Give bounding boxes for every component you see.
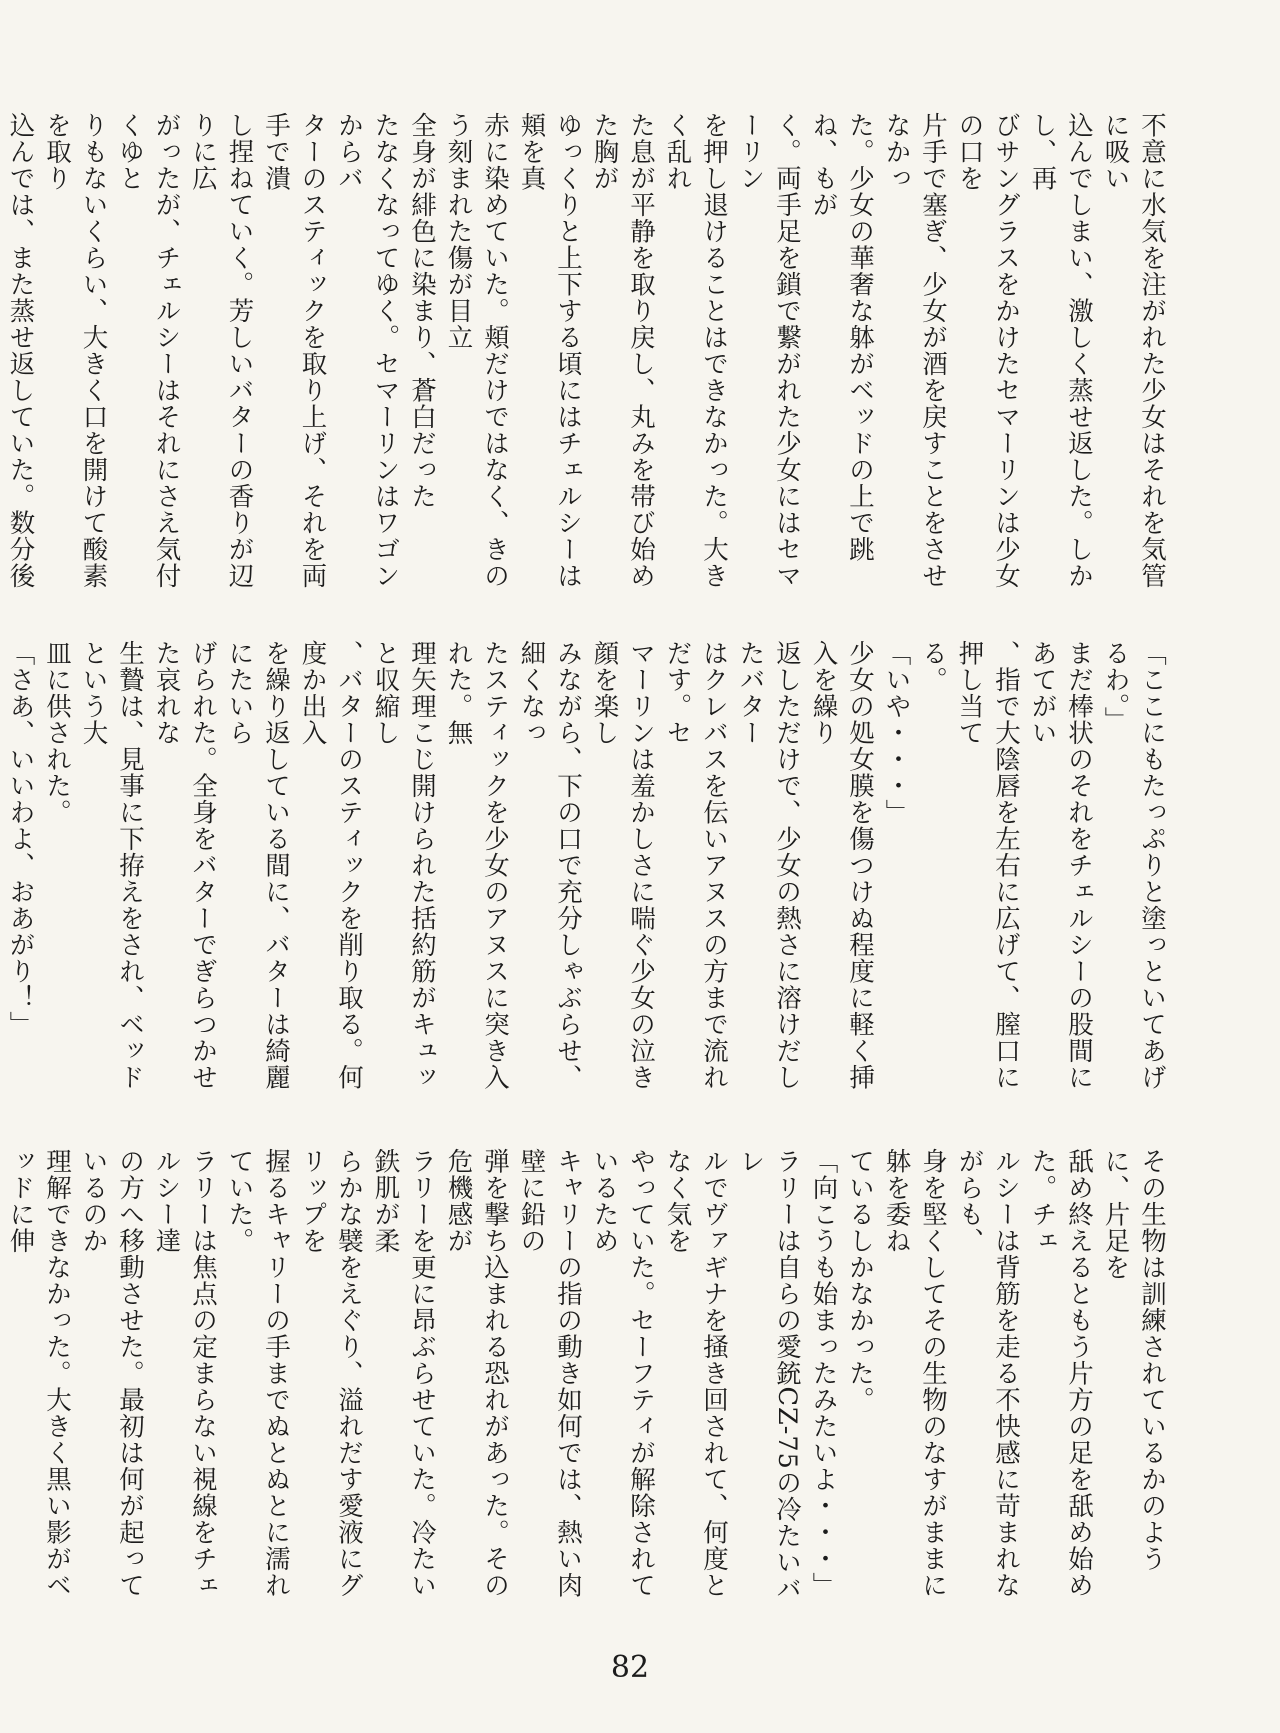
- text-column: 皿に供された。: [42, 640, 72, 826]
- text-column: 片手で塞ぎ、少女が酒を戻すことをさせなかっ: [881, 112, 948, 589]
- text-column: 返しただけで、少女の熱さに溶けだしたバター: [735, 640, 802, 1091]
- text-column: 舐め終えるともう片方の足を舐め始めた。チェ: [1027, 1148, 1094, 1599]
- text-column: 「いや・・・」: [881, 640, 912, 826]
- text-column: [0, 640, 2, 1115]
- text-column: ラリーを更に昂ぶらせていた。冷たい鉄肌が柔: [370, 1148, 437, 1599]
- text-block-upper: [5, 112, 1170, 604]
- text-column: ているしかなかった。: [845, 1148, 875, 1413]
- text-column: 「ここにもたっぷりと塗っといてあげるわ。」: [1100, 640, 1167, 1091]
- text-column: く。両手足を鎖で繋がれた少女にはセマーリン: [735, 112, 802, 589]
- text-column: りもないくらい、大きく口を開けて酸素を取り: [42, 112, 109, 589]
- text-column: その生物は訓練されているかのように、片足を: [1100, 1148, 1167, 1572]
- text-column: [0, 1148, 2, 1618]
- text-column: を押し退けることはできなかった。大きく乱れ: [662, 112, 729, 589]
- text-column: 込んでしまい、激しく蒸せ返した。しかし、再: [1027, 112, 1094, 589]
- text-column: 赤に染めていた。頬だけではなく、きのう刻まれた傷が目立: [443, 112, 510, 589]
- text-column: キャリーの指の動き如何では、熱い肉壁に鉛の: [516, 1148, 583, 1599]
- text-column: ルシーは背筋を走る不快感に苛まれながらも、: [954, 1148, 1021, 1599]
- text-column: たスティックを少女のアヌスに突き入れた。無: [443, 640, 510, 1091]
- text-column: 少女の処女膜を傷つけぬ程度に軽く挿入を繰り: [808, 640, 875, 1091]
- page-number: 82: [610, 1650, 650, 1685]
- text-block-lower: [5, 1148, 1170, 1618]
- text-column: 「さあ、いいわよ、おあがり！」: [5, 640, 36, 1038]
- text-column: たなくなってゆく。セマーリンはワゴンからバ: [334, 112, 401, 589]
- text-column: ルでヴァギナを掻き回されて、何度となく気を: [662, 1148, 729, 1599]
- text-column: マーリンは羞かしさに喘ぐ少女の泣き顔を楽し: [589, 640, 656, 1091]
- text-column: 生贄は、見事に下拵えをされ、ベッドという大: [78, 640, 145, 1091]
- text-column: た息が平静を取り戻し、丸みを帯び始めた胸が: [589, 112, 656, 589]
- text-column: 理解できなかった。大きく黒い影がベッドに伸: [5, 1148, 72, 1599]
- text-column: 弾を撃ち込まれる恐れがあった。その危機感が: [443, 1148, 510, 1599]
- text-block-middle: [5, 640, 1170, 1115]
- text-column: がったが、チェルシーはそれにさえ気付くゆと: [115, 112, 182, 589]
- text-column: た。少女の華奢な躰がベッドの上で跳ね、もが: [808, 112, 875, 563]
- text-column: 握るキャリーの手までぬとぬとに濡れていた。: [224, 1148, 291, 1599]
- text-column: 身を堅くしてその生物のなすがままに躰を委ね: [881, 1148, 948, 1599]
- text-column: の方へ移動させた。最初は何が起っているのか: [78, 1148, 145, 1599]
- text-column: はクレバスを伝いアヌスの方まで流れだす。セ: [662, 640, 729, 1091]
- text-column: ラリーは自らの愛銃CZ-75の冷たいバレ: [735, 1148, 802, 1603]
- text-column: らかな襞をえぐり、溢れだす愛液にグリップを: [297, 1148, 364, 1599]
- text-column: 「向こうも始まったみたいよ・・・」: [808, 1148, 839, 1599]
- text-column: 込んでは、また蒸せ返していた。数分後: [5, 112, 36, 589]
- text-column: ターのスティックを取り上げ、それを両手で潰: [261, 112, 328, 589]
- text-column: やっていた。セーフティが解除されているため: [589, 1148, 656, 1599]
- text-column: びサングラスをかけたセマーリンは少女の口を: [954, 112, 1021, 589]
- text-column: 理矢理こじ開けられた括約筋がキュッと収縮し: [370, 640, 437, 1091]
- text-column: げられた。全身をバターでぎらつかせた哀れな: [151, 640, 218, 1091]
- text-column: し捏ねていく。芳しいバターの香りが辺りに広: [188, 112, 255, 589]
- text-column: る。: [918, 640, 948, 693]
- text-column: ラリーは焦点の定まらない視線をチェルシー達: [151, 1148, 218, 1599]
- text-column: 、指で大陰唇を左右に広げて、膣口に押し当て: [954, 640, 1021, 1091]
- text-column: みながら、下の口で充分しゃぶらせ、細くなっ: [516, 640, 583, 1091]
- text-column: まだ棒状のそれをチェルシーの股間にあてがい: [1027, 640, 1094, 1091]
- text-column: 全身が緋色に染まり、蒼白だった: [407, 112, 437, 510]
- text-column: を繰り返している間に、バターは綺麗にたいら: [224, 640, 291, 1091]
- text-column: 不意に水気を注がれた少女はそれを気管に吸い: [1100, 112, 1167, 589]
- text-column: 、バターのスティックを削り取る。何度か出入: [297, 640, 364, 1091]
- text-column: ゆっくりと上下する頃にはチェルシーは頬を真: [516, 112, 583, 589]
